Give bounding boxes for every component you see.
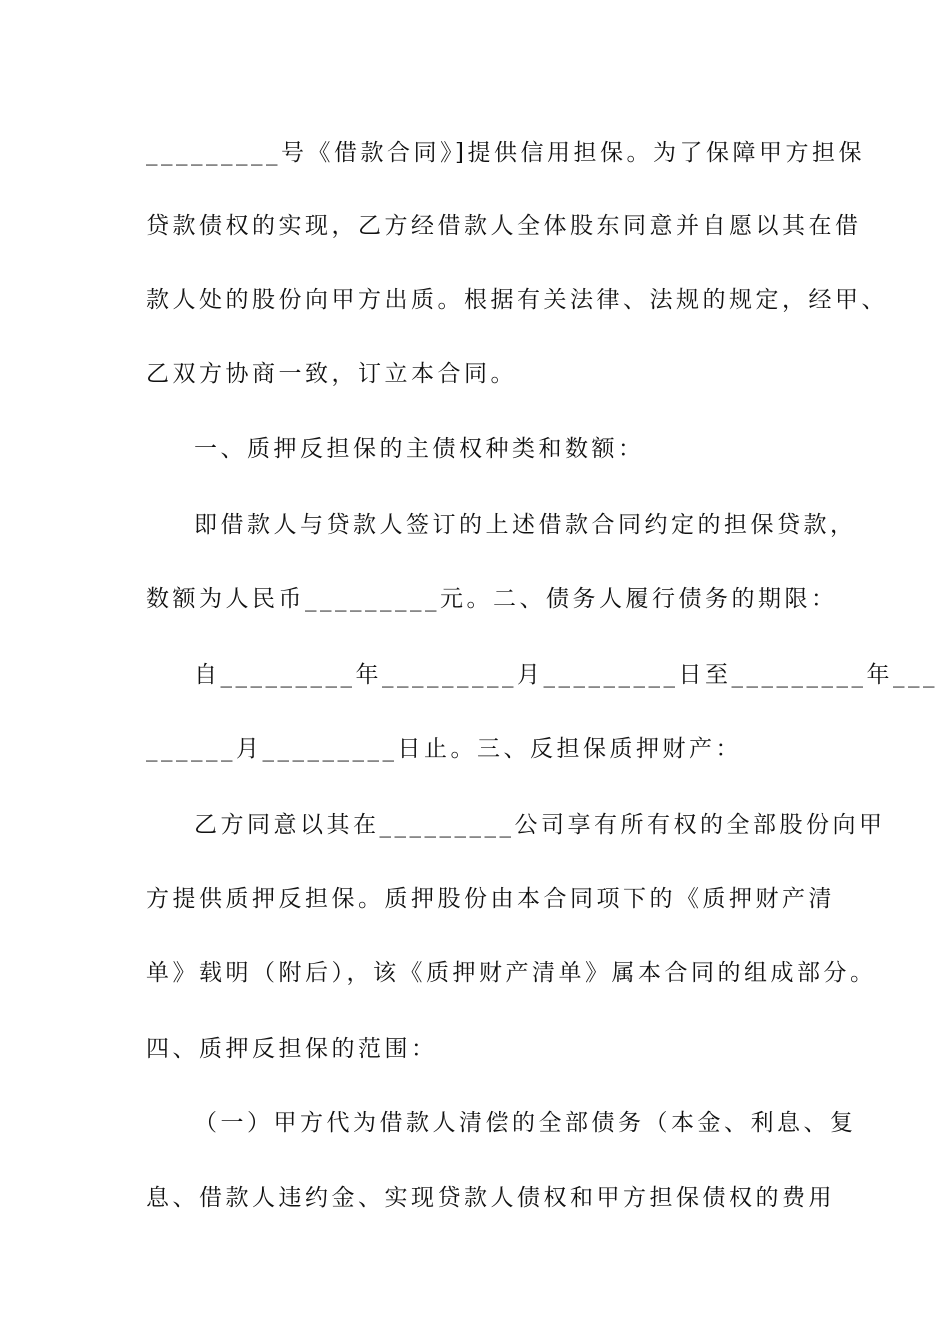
- text-line-8: 自_________年_________月_________日至_________年___: [194, 662, 938, 688]
- text-line-10: 乙方同意以其在_________公司享有所有权的全部股份向甲: [194, 812, 886, 838]
- text-line-11: 方提供质押反担保。质押股份由本合同项下的《质押财产清: [146, 886, 835, 912]
- text-line-3: 款人处的股份向甲方出质。根据有关法律、法规的规定，经甲、: [146, 287, 888, 313]
- text-line-15: 息、借款人违约金、实现贷款人债权和甲方担保债权的费用: [146, 1185, 835, 1211]
- text-line-2: 贷款债权的实现，乙方经借款人全体股东同意并自愿以其在借: [146, 213, 862, 239]
- text-line-4: 乙双方协商一致，订立本合同。: [146, 361, 517, 387]
- text-line-6: 即借款人与贷款人签订的上述借款合同约定的担保贷款，: [194, 512, 857, 538]
- section-heading-1: 一、质押反担保的主债权种类和数额：: [194, 436, 645, 462]
- text-line-7: 数额为人民币_________元。二、债务人履行债务的期限：: [146, 586, 838, 612]
- section-heading-4: 四、质押反担保的范围：: [146, 1036, 438, 1062]
- text-line-9: ______月_________日止。三、反担保质押财产：: [146, 736, 742, 762]
- text-line-14: （一）甲方代为借款人清偿的全部债务（本金、利息、复: [194, 1110, 857, 1136]
- text-line-12: 单》载明（附后），该《质押财产清单》属本合同的组成部分。: [146, 960, 877, 986]
- text-line-1: _________号《借款合同》]提供信用担保。为了保障甲方担保: [146, 140, 865, 166]
